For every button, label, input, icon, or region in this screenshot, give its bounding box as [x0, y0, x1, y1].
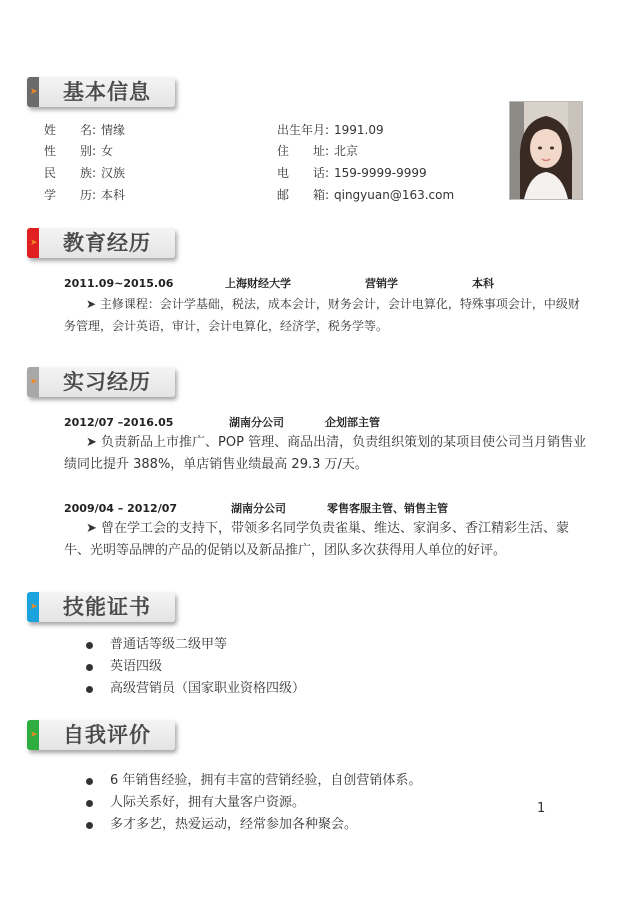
birth-label: 出生年月:: [277, 123, 330, 137]
section-title: 技能证书: [63, 595, 151, 619]
name-label: 姓 名:: [44, 123, 97, 137]
phone-value: 159-9999-9999: [334, 166, 427, 180]
section-header-basic: [27, 77, 175, 107]
job-2-desc-text: 曾在学工会的支持下，带领多名同学负责雀巢、维达、家润多、香江精彩生活、蒙牛、光明等品牌的产品的促销以及新品推广，团队多次获得用人单位的好评。: [64, 521, 570, 558]
job-1-role: 企划部主管: [325, 416, 380, 429]
arrow-icon: ➤: [30, 602, 38, 612]
education-label: 学 历:: [44, 188, 97, 202]
section-header-self-eval: [27, 720, 175, 750]
profile-photo: [509, 101, 583, 200]
edu-period: 2011.09~2015.06: [64, 277, 174, 290]
phone-label: 电 话:: [277, 166, 330, 180]
skill-item: 英语四级: [110, 659, 163, 674]
job-1-company: 湖南分公司: [229, 416, 284, 429]
edu-courses: [64, 293, 589, 337]
job-2-period: 2009/04 – 2012/07: [64, 502, 178, 515]
gender-label: 性 别:: [44, 144, 97, 158]
edu-major: 营销学: [365, 277, 398, 290]
page-number: 1: [537, 801, 546, 816]
bullet-dot-icon: [86, 686, 93, 693]
job-2-company: 湖南分公司: [231, 502, 286, 515]
section-title: 实习经历: [63, 370, 151, 394]
bullet-dot-icon: [86, 778, 93, 785]
section-tab: [27, 592, 39, 622]
section-title: 教育经历: [63, 231, 151, 255]
education-value: 本科: [101, 188, 126, 202]
bullet-dot-icon: [86, 800, 93, 807]
section-header-skills: [27, 592, 175, 622]
bullet-dot-icon: [86, 664, 93, 671]
job-2-desc: [64, 518, 589, 562]
arrow-icon: ➤: [30, 377, 38, 387]
arrow-icon: ➤: [30, 238, 38, 248]
edu-school: 上海财经大学: [225, 277, 291, 290]
bullet-dot-icon: [86, 822, 93, 829]
section-tab: [27, 367, 39, 397]
address-label: 住 址:: [277, 144, 330, 158]
section-tab: [27, 720, 39, 750]
edu-courses-text: 主修课程：会计学基础，税法，成本会计，财务会计，会计电算化，特殊事项会计，中级财务管理，会计英语，审计，会计电算化，经济学，税务学等。: [64, 297, 580, 333]
address-value: 北京: [334, 144, 359, 158]
job-1-desc: [64, 432, 589, 476]
self-eval-item: 6 年销售经验，拥有丰富的营销经验，自创营销体系。: [110, 773, 422, 788]
birth-value: 1991.09: [334, 123, 384, 137]
section-title: 自我评价: [63, 723, 151, 747]
gender-value: 女: [101, 144, 114, 158]
section-tab: [27, 228, 39, 258]
job-1-desc-text: 负责新品上市推广、POP 管理、商品出清，负责组织策划的某项目使公司当月销售业绩同比提升 388%，单店销售业绩最高 29.3 万/天。: [64, 435, 587, 472]
job-1-period: 2012/07 –2016.05: [64, 416, 174, 429]
arrow-icon: ➤: [30, 730, 38, 740]
email-value: qingyuan@163.com: [334, 188, 455, 202]
skill-item: 普通话等级二级甲等: [110, 637, 228, 652]
bullet-dot-icon: [86, 642, 93, 649]
portrait-image: [510, 102, 582, 199]
job-2-role: 零售客服主管、销售主管: [327, 502, 448, 515]
section-title: 基本信息: [63, 80, 151, 104]
self-eval-item: 人际关系好，拥有大量客户资源。: [110, 795, 306, 810]
ethnicity-label: 民 族:: [44, 166, 97, 180]
ethnicity-value: 汉族: [101, 166, 126, 180]
arrow-icon: ➤: [30, 87, 38, 97]
bullet-arrow-icon: ➤: [86, 521, 102, 536]
edu-degree: 本科: [472, 277, 494, 290]
section-tab: [27, 77, 39, 107]
name-value: 情缘: [101, 123, 126, 137]
bullet-arrow-icon: ➤: [86, 435, 102, 450]
bullet-arrow-icon: ➤: [86, 297, 100, 311]
section-header-education: [27, 228, 175, 258]
skill-item: 高级营销员（国家职业资格四级）: [110, 681, 306, 696]
email-label: 邮 箱:: [277, 188, 330, 202]
section-header-internship: [27, 367, 175, 397]
self-eval-item: 多才多艺，热爱运动，经常参加各种聚会。: [110, 817, 358, 832]
